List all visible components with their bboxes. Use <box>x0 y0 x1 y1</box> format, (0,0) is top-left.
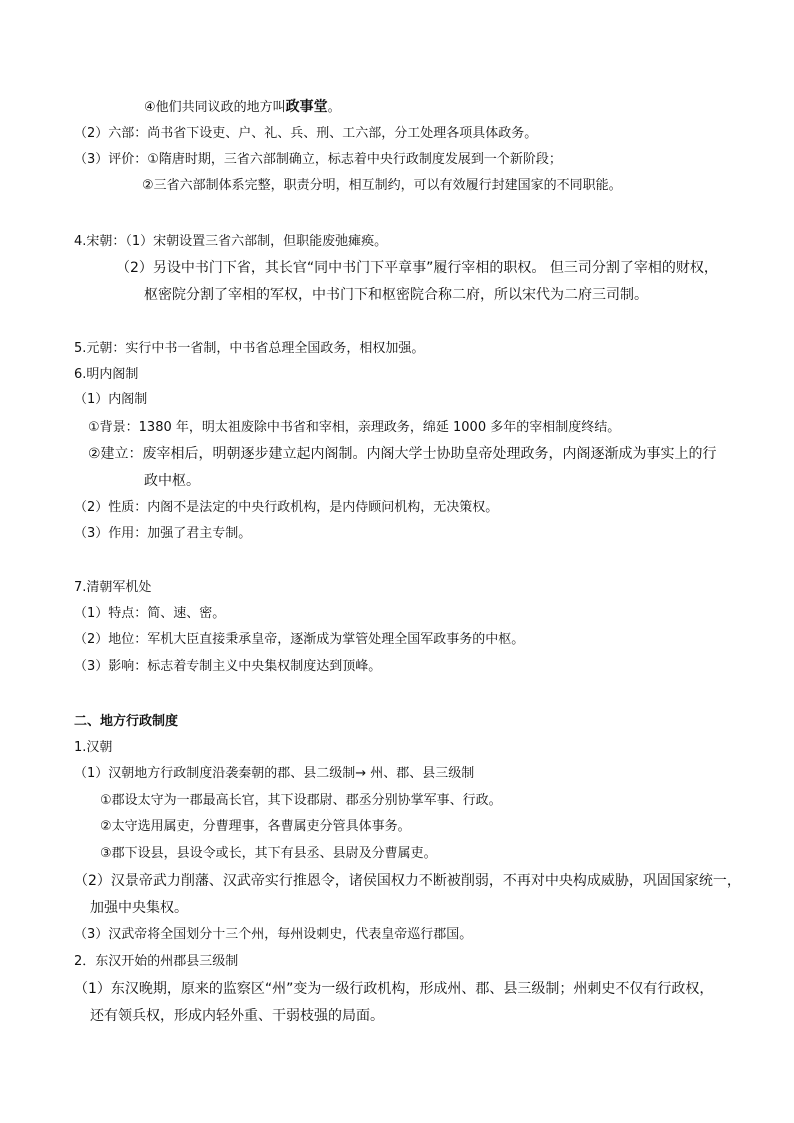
text-line: ②三省六部制体系完整，职责分明，相互制约，可以有效履行封建国家的不同职能。 <box>142 178 622 193</box>
text-line: 还有领兵权，形成内轻外重、干弱枝强的局面。 <box>90 1008 384 1024</box>
text-line: （2）地位：军机大臣直接秉承皇帝，逐渐成为掌管处理全国军政事务的中枢。 <box>74 632 525 647</box>
text-line: （3）作用：加强了君主专制。 <box>74 526 252 541</box>
text-line: （3）影响：标志着专制主义中央集权制度达到顶峰。 <box>74 659 382 674</box>
text-line: ③郡下设县，县设令或长，其下有县丞、县尉及分曹属吏。 <box>100 846 437 861</box>
text-line: （1）内阁制 <box>74 392 148 407</box>
text-line <box>144 97 341 118</box>
text-line: （2）性质：内阁不是法定的中央行政机构，是内侍顾问机构，无决策权。 <box>74 500 499 515</box>
text-line: （1）汉朝地方行政制度沿袭秦朝的郡、县二级制→ 州、郡、县三级制 <box>74 766 475 781</box>
text-line: （3）评价：①隋唐时期，三省六部制确立，标志着中央行政制度发展到一个新阶段； <box>74 152 562 167</box>
bold-term: 政事堂 <box>285 99 328 115</box>
text-line: （2）六部：尚书省下设吏、户、礼、兵、刑、工六部，分工处理各项具体政务。 <box>74 126 538 141</box>
text-line: （3）汉武帝将全国划分十三个州，每州设刺史，代表皇帝巡行郡国。 <box>74 927 473 942</box>
text-line: （1）特点：简、速、密。 <box>74 606 226 621</box>
text-line: 政中枢。 <box>144 473 200 489</box>
section-heading: 1.汉朝 <box>74 740 113 755</box>
section-heading: 二、地方行政制度 <box>74 714 179 729</box>
text-line: 5.元朝：实行中书一省制，中书省总理全国政务，相权加强。 <box>74 341 425 356</box>
text-line: 4.宋朝：（1）宋朝设置三省六部制，但职能废弛瘫痪。 <box>74 234 388 249</box>
text-run: ④他们共同议政的地方叫 <box>144 100 286 115</box>
section-heading: 6.明内阁制 <box>74 367 139 382</box>
text-line: ①郡设太守为一郡最高长官，其下设郡尉、郡丞分别协掌军事、行政。 <box>100 793 502 808</box>
section-heading: 7.清朝军机处 <box>74 580 152 595</box>
text-line: ②太守选用属吏，分曹理事，各曹属吏分管具体事务。 <box>100 819 411 834</box>
text-line: （1）东汉晚期，原来的监察区“州”变为一级行政机构，形成州、郡、县三级制；州刺史不仅有行政权， <box>74 981 714 997</box>
text-run: 。 <box>327 100 341 115</box>
text-line: ①背景：1380 年，明太祖废除中书省和宰相，亲理政务，绵延 1000 多年的宰相制度终结。 <box>88 420 621 435</box>
text-line: （2）另设中书门下省，其长官“同中书门下平章事”履行宰相的职权。 但三司分割了宰相的财权， <box>116 260 718 276</box>
text-line: 枢密院分割了宰相的军权，中书门下和枢密院合称二府，所以宋代为二府三司制。 <box>144 287 648 303</box>
text-line: 加强中央集权。 <box>90 900 188 916</box>
text-line: （2）汉景帝武力削藩、汉武帝实行推恩令，诸侯国权力不断被削弱，不再对中央构成威胁，巩固国家统一， <box>74 873 741 889</box>
text-line: ②建立：废宰相后，明朝逐步建立起内阁制。内阁大学士协助皇帝处理政务，内阁逐渐成为事实上的行 <box>88 446 717 462</box>
section-heading: 2．东汉开始的州郡县三级制 <box>74 954 239 969</box>
